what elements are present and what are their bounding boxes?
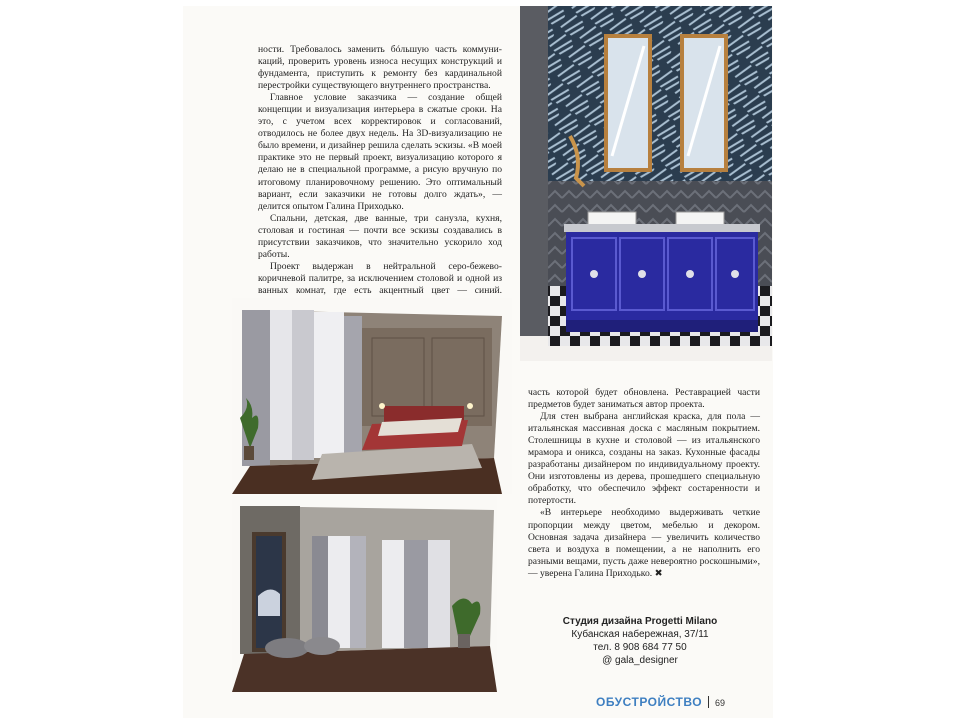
- bedroom-sketch: [232, 298, 512, 494]
- bathroom-sketch: [520, 6, 772, 361]
- article-column-right: [528, 387, 760, 580]
- paragraph: Для стен выбрана английская краска, для пола — итальянская массивная доска с масляным покрытием. Столешницы в кухне и столовой — из итальянского мрамора и оникса, созданы на заказ. Кухонные фасады разработаны дизайнером по индивидуальному проекту. Они изготовлены из дерева, прошедшего специальную обработку, что обеспечило эффект состаренности и потертости.: [528, 411, 760, 507]
- page-footer: [596, 693, 725, 711]
- paragraph: часть которой будет обновлена. Реставрацией части предметов будет заниматься автор проекта.: [528, 387, 760, 411]
- paragraph: «В интерьере необходимо выдерживать четкие пропорции между цветом, мебелью и декором. Основная задача дизайнера — увеличить количество света и воздуха в помещении, а не наполнить его разными вещами, пусть даже невероятно роскошными», — уверена Галина Приходько. ✖: [528, 507, 760, 579]
- article-column-left: [258, 44, 502, 321]
- footer-section: ОБУСТРОЙСТВО: [596, 695, 703, 709]
- paragraph: Главное условие заказчика — создание общей концепции и визуализация интерьера в сжатые сроки. На это, с учетом всех корректировок и согласований, отводилось не более двух недель. На 3D-визуализацию не было времени, и дизайнер решила сделать эскизы. «В моей практике это не первый проект, визуализацию которого я делаю не в специальной программе, а рисую вручную по итоговому планировочному решению. Это оптимальный вариант, если заказчики не готовы долго ждать», — делится опытом Галина Приходько.: [258, 92, 502, 212]
- footer-divider: [708, 696, 709, 708]
- living-room-sketch: [232, 496, 497, 692]
- studio-phone: тел. 8 908 684 77 50: [593, 642, 687, 653]
- page-number: 69: [715, 698, 726, 708]
- paragraph: Спальни, детская, две ванные, три санузла, кухня, столовая и гостиная — почти все эскизы создавались в присутствии заказчиков, что значительно ускорило ход работы.: [258, 212, 502, 260]
- paragraph: ности. Требовалось заменить бóльшую часть коммуни-каций, проверить уровень износа несущих конструкций и фундамента, приступить к ремонту без кардинальной перестройки существующего внутреннего пространства.: [258, 44, 502, 92]
- paragraph: Проект выдержан в нейтральной серо-бежево-коричневой палитре, за исключением столовой и одной из ванных комнат, где есть акцентный цвет — синий.: [258, 260, 502, 296]
- studio-contacts: [530, 615, 750, 667]
- studio-name: Студия дизайна Progetti Milano: [562, 616, 718, 627]
- studio-social: @ gala_designer: [602, 655, 678, 666]
- studio-address: Кубанская набережная, 37/11: [571, 629, 709, 640]
